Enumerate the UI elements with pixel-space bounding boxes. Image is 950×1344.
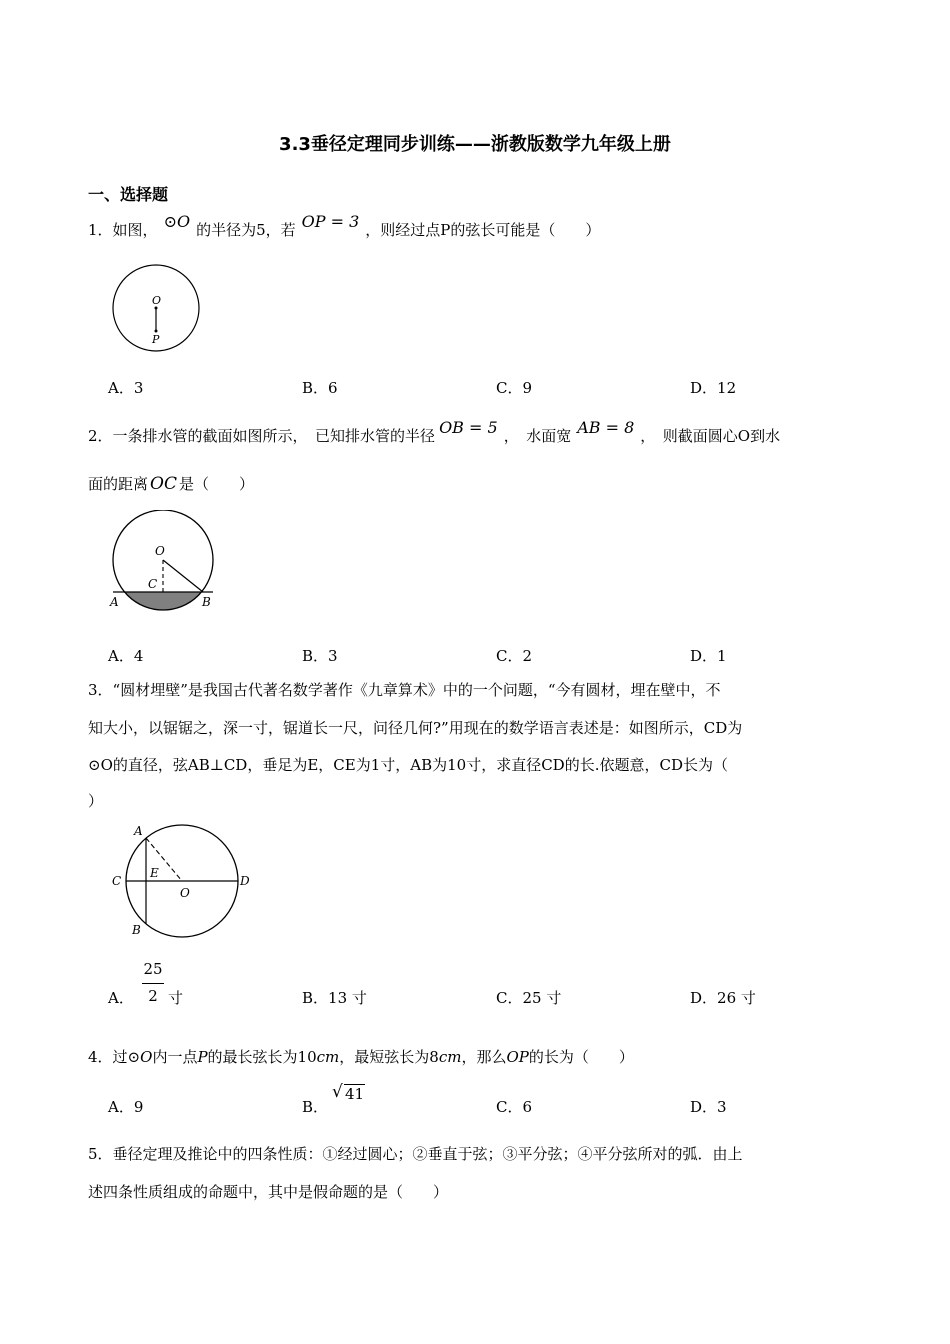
option-b[interactable]: B．6 <box>302 379 338 397</box>
label-b: B <box>202 595 211 609</box>
question-4-text: 4．过⊙O内一点P的最长弦长为10cm，最短弦长为8cm，那么OP的长为（ ） <box>88 1048 634 1066</box>
fraction-numerator: 25 <box>143 960 163 978</box>
option-b[interactable]: B．3 <box>302 647 338 665</box>
sqrt-sign: √ <box>332 1082 343 1102</box>
math-oc: OC <box>150 474 177 494</box>
option-d[interactable]: D．26 寸 <box>690 989 756 1007</box>
option-b[interactable]: B． √ 41 <box>302 1082 365 1116</box>
option-d[interactable]: D．12 <box>690 379 737 397</box>
label-b: B <box>132 923 141 937</box>
question-number: 5． <box>88 1145 113 1163</box>
label-e: E <box>150 866 159 880</box>
label-d: D <box>240 874 250 888</box>
sqrt-radicand: 41 <box>345 1085 365 1103</box>
question-3-text-line1: 3．“圆材埋壁”是我国古代著名数学著作《九章算术》中的一个问题，“今有圆材，埋在壁中，不 <box>88 681 721 699</box>
question-5-text-line2: 述四条性质组成的命题中，其中是假命题的是（ ） <box>88 1183 449 1201</box>
label-c: C <box>112 874 122 888</box>
option-a[interactable]: A． 25 2 寸 <box>108 960 184 1007</box>
label-p: P <box>152 333 160 346</box>
math-op-equals-3: OP = 3 <box>301 212 360 231</box>
figure-q2-pipe <box>106 510 226 614</box>
label-o: O <box>180 886 190 900</box>
question-2-text-line1: 2．一条排水管的截面如图所示， 已知排水管的半径 OB = 5 ， 水面宽 AB = 8 ， 则截面圆心O到水 <box>88 418 781 445</box>
math-ob-equals-5: OB = 5 <box>439 418 498 437</box>
figure-q1-circle <box>110 262 210 356</box>
label-o: O <box>155 544 165 558</box>
math-ab-equals-8: AB = 8 <box>577 418 635 437</box>
section-heading: 一、选择题 <box>88 185 169 204</box>
question-number: 3． <box>88 681 113 699</box>
math-circle-o: ⊙O <box>163 212 191 231</box>
option-c[interactable]: C．25 寸 <box>496 989 562 1007</box>
label-a: A <box>134 824 143 838</box>
question-3-text-line3: ⊙O的直径，弦AB⊥CD，垂足为E，CE为1寸，AB为10寸，求直径CD的长.依题意，CD长为（ <box>88 756 728 774</box>
label-a: A <box>110 595 119 609</box>
question-3-text-line2: 知大小，以锯锯之，深一寸，锯道长一尺，问径几何?”用现在的数学语言表述是：如图所示，CD为 <box>88 719 743 737</box>
option-a[interactable]: A．3 <box>108 379 144 397</box>
page-title: 3.3垂径定理同步训练——浙教版数学九年级上册 <box>279 134 671 155</box>
option-b[interactable]: B．13 寸 <box>302 989 367 1007</box>
question-1-text: 1．如图， ⊙O 的半径为5，若 OP = 3 ，则经过点P的弦长可能是（ ） <box>88 212 601 239</box>
fraction-denominator: 2 <box>148 987 158 1005</box>
question-5-text-line1: 5．垂径定理及推论中的四条性质：①经过圆心；②垂直于弦；③平分弦；④平分弦所对的弧．由上 <box>88 1145 743 1163</box>
option-a[interactable]: A．4 <box>108 647 144 665</box>
label-c: C <box>148 577 158 591</box>
fraction-bar <box>142 983 164 984</box>
option-c[interactable]: C．2 <box>496 647 533 665</box>
option-a[interactable]: A．9 <box>108 1098 144 1116</box>
option-d[interactable]: D．1 <box>690 647 727 665</box>
question-3-text-line4: ） <box>88 792 104 810</box>
question-number: 2． <box>88 427 113 445</box>
question-2-text-line2: 面的距离 OC 是（ ） <box>88 474 254 494</box>
question-number: 4． <box>88 1048 113 1066</box>
figure-q3-circle <box>106 820 256 944</box>
label-o: O <box>152 294 162 307</box>
option-d[interactable]: D．3 <box>690 1098 727 1116</box>
question-number: 1． <box>88 221 113 239</box>
option-c[interactable]: C．9 <box>496 379 533 397</box>
option-c[interactable]: C．6 <box>496 1098 533 1116</box>
